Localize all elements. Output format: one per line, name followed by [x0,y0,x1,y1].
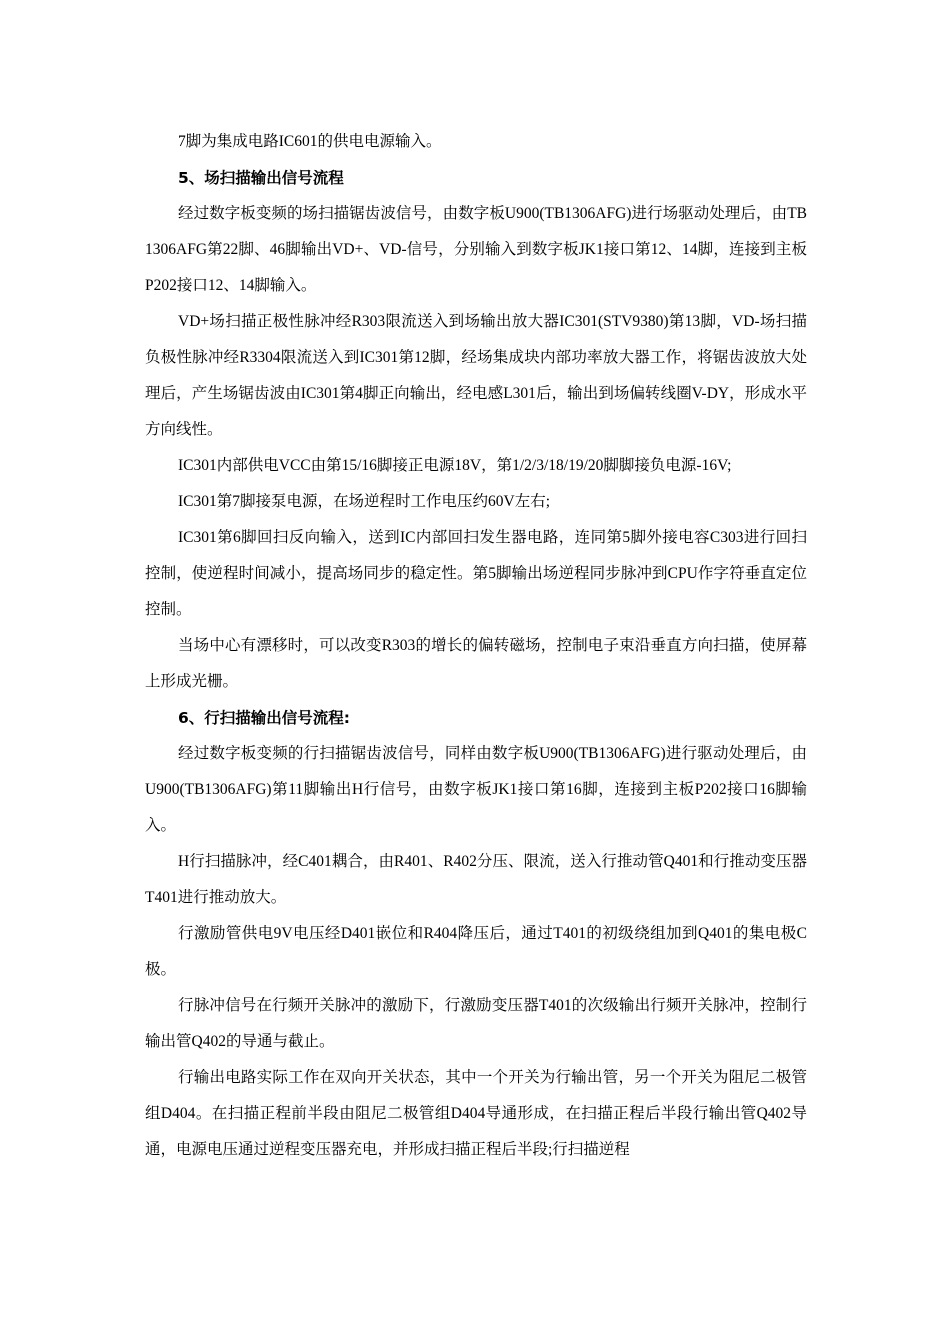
paragraph: IC301内部供电VCC由第15/16脚接正电源18V，第1/2/3/18/19/20脚脚接负电源-16V; [178,457,732,474]
paragraph: 经过数字板变频的场扫描锯齿波信号，由数字板U900(TB1306AFG)进行场驱动处理后，由TB1306AFG第22脚、46脚输出VD+、VD-信号，分别输入到数字板JK1接口第12、14脚，连接到主板P202接口12、14脚输入。 [145,205,807,294]
paragraph: H行扫描脉冲，经C401耦合，由R401、R402分压、限流，送入行推动管Q401和行推动变压器T401进行推动放大。 [145,853,807,906]
paragraph: 行激励管供电9V电压经D401嵌位和R404降压后，通过T401的初级绕组加到Q401的集电极C极。 [145,925,807,978]
section-heading: 5、场扫描输出信号流程 [178,169,344,187]
paragraph: IC301第7脚接泵电源，在场逆程时工作电压约60V左右; [178,493,551,510]
paragraph: 行输出电路实际工作在双向开关状态，其中一个开关为行输出管，另一个开关为阻尼二极管组D404。在扫描正程前半段由阻尼二极管组D404导通形成，在扫描正程后半段行输出管Q402导通，电源电压通过逆程变压器充电，并形成扫描正程后半段;行扫描逆程 [145,1069,807,1158]
paragraph: 7脚为集成电路IC601的供电电源输入。 [178,133,442,150]
paragraph: VD+场扫描正极性脉冲经R303限流送入到场输出放大器IC301(STV9380)第13脚，VD-场扫描负极性脉冲经R3304限流送入到IC301第12脚，经场集成块内部功率放大器工作，将锯齿波放大处理后，产生场锯齿波由IC301第4脚正向输出，经电感L301后，输出到场偏转线圈V-DY，形成水平方向线性。 [145,313,807,438]
paragraph: IC301第6脚回扫反向输入，送到IC内部回扫发生器电路，连同第5脚外接电容C303进行回扫控制，使逆程时间减小，提高场同步的稳定性。第5脚输出场逆程同步脉冲到CPU作字符垂直定位控制。 [145,529,807,618]
section-heading: 6、行扫描输出信号流程: [178,709,350,727]
paragraph: 行脉冲信号在行频开关脉冲的激励下，行激励变压器T401的次级输出行频开关脉冲，控制行输出管Q402的导通与截止。 [145,997,807,1050]
paragraph: 当场中心有漂移时，可以改变R303的增长的偏转磁场，控制电子束沿垂直方向扫描，使屏幕上形成光栅。 [145,637,807,690]
document-body [145,124,807,1168]
paragraph: 经过数字板变频的行扫描锯齿波信号，同样由数字板U900(TB1306AFG)进行驱动处理后，由U900(TB1306AFG)第11脚输出H行信号，由数字板JK1接口第16脚，连接到主板P202接口16脚输入。 [145,745,807,834]
